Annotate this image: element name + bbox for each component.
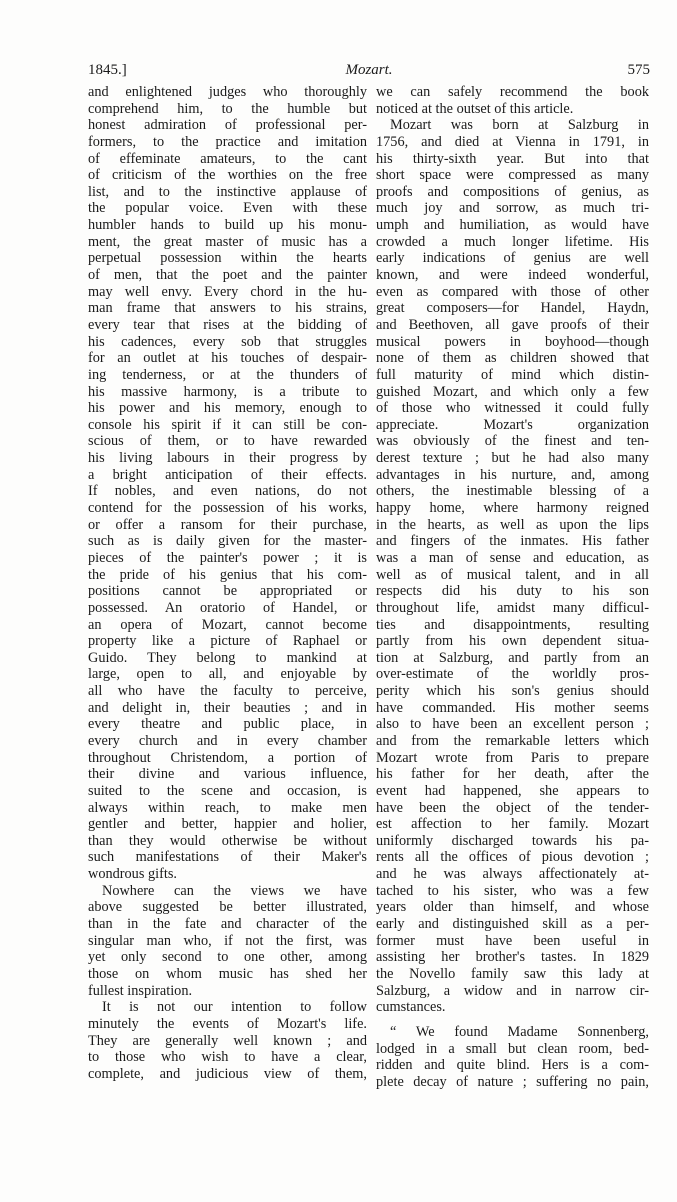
text-line: above suggested be better illustrated, bbox=[88, 899, 367, 916]
text-line: years older than himself, and whose bbox=[376, 899, 649, 916]
text-line: his power and his memory, enough to bbox=[88, 400, 367, 417]
page-number: 575 bbox=[627, 62, 650, 78]
text-line: his thirty-sixth year. But into that bbox=[376, 150, 649, 167]
text-line: the Novello family saw this lady at bbox=[376, 965, 649, 982]
text-line: every church and in every chamber bbox=[88, 732, 367, 749]
text-line: have commanded. His mother seems bbox=[376, 699, 649, 716]
text-line: console his spirit if it can still be con- bbox=[88, 416, 367, 433]
text-line: suited to the scene and occasion, is bbox=[88, 782, 367, 799]
text-line: none of them as children showed that bbox=[376, 350, 649, 367]
text-line: their divine and various influence, bbox=[88, 766, 367, 783]
text-line: advantages in his nurture, and, among bbox=[376, 466, 649, 483]
text-line: his father for her death, after the bbox=[376, 766, 649, 783]
text-line: early indications of genius are well bbox=[376, 250, 649, 267]
text-line: was a man of sense and education, as bbox=[376, 549, 649, 566]
right-text-column bbox=[376, 84, 649, 1090]
text-line: assisting her brother's tastes. In 1829 bbox=[376, 949, 649, 966]
text-line: scious of them, or to have rewarded bbox=[88, 433, 367, 450]
text-line: in the hearts, as well as upon the lips bbox=[376, 516, 649, 533]
text-line: former must have been useful in bbox=[376, 932, 649, 949]
text-line: large, open to all, and enjoyable by bbox=[88, 666, 367, 683]
text-line: great composers—for Handel, Haydn, bbox=[376, 300, 649, 317]
text-line: may well envy. Every chord in the hu- bbox=[88, 283, 367, 300]
text-line: uniformly discharged towards his pa- bbox=[376, 832, 649, 849]
text-line: tion at Salzburg, and partly from an bbox=[376, 649, 649, 666]
text-line: such manifestations of their Maker's bbox=[88, 849, 367, 866]
left-text-column bbox=[88, 84, 367, 1082]
text-line: we can safely recommend the book bbox=[376, 84, 649, 100]
text-line: much joy and sorrow, as much tri- bbox=[376, 200, 649, 217]
text-line: happy home, where harmony reigned bbox=[376, 500, 649, 517]
running-head-year: 1845.] bbox=[88, 62, 127, 78]
text-line: property like a picture of Raphael or bbox=[88, 633, 367, 650]
text-line: Mozart was born at Salzburg in bbox=[390, 117, 649, 134]
text-line: every tear that rises at the bidding of bbox=[88, 316, 367, 333]
text-line: positions cannot be appropriated or bbox=[88, 583, 367, 600]
text-line: ties and disappointments, resulting bbox=[376, 616, 649, 633]
text-line: throughout Christendom, a portion of bbox=[88, 749, 367, 766]
text-line: of those who witnessed it could fully bbox=[376, 400, 649, 417]
text-line: Guido. They belong to mankind at bbox=[88, 649, 367, 666]
text-line: and Beethoven, all gave proofs of their bbox=[376, 316, 649, 333]
text-line: fullest inspiration. bbox=[88, 982, 193, 999]
text-line: all who have the faculty to perceive, bbox=[88, 683, 367, 700]
text-line: over-estimate of the worldly pros- bbox=[376, 666, 649, 683]
text-line: for an outlet at his touches of despair- bbox=[88, 350, 367, 367]
running-head bbox=[88, 62, 650, 82]
text-line: every theatre and public place, in bbox=[88, 716, 367, 733]
text-line: also to have been an excellent person ; bbox=[376, 716, 649, 733]
text-line: known, and were indeed wonderful, bbox=[376, 267, 649, 284]
text-line: est affection to her family. Mozart bbox=[376, 816, 649, 833]
text-line: and fingers of the inmates. His father bbox=[376, 533, 649, 550]
text-line: ridden and quite blind. Hers is a com- bbox=[376, 1057, 649, 1074]
text-line: It is not our intention to follow bbox=[102, 999, 367, 1016]
text-line: Salzburg, a widow and in narrow cir- bbox=[376, 982, 649, 999]
text-line: was obviously of the finest and ten- bbox=[376, 433, 649, 450]
text-line: derest texture ; but he had also many bbox=[376, 450, 649, 467]
text-line: have been the object of the tender- bbox=[376, 799, 649, 816]
text-line: If nobles, and even nations, do not bbox=[88, 483, 367, 500]
text-line: his cadences, every sob that struggles bbox=[88, 333, 367, 350]
text-line: short space were compressed as many bbox=[376, 167, 649, 184]
text-line: early and distinguished skill as a per- bbox=[376, 916, 649, 933]
text-line: partly from his own dependent situa- bbox=[376, 633, 649, 650]
text-line: and from the remarkable letters which bbox=[376, 732, 649, 749]
running-head-title: Mozart. bbox=[345, 62, 393, 78]
text-line: guished Mozart, and which only a few bbox=[376, 383, 649, 400]
text-line: and delight in, their beauties ; and in bbox=[88, 699, 367, 716]
text-line: to those who wish to have a clear, bbox=[88, 1049, 367, 1066]
text-line: lodged in a small but clean room, bed- bbox=[376, 1040, 649, 1057]
text-line: the pride of his genius that his com- bbox=[88, 566, 367, 583]
text-line: humbler hands to build up his monu- bbox=[88, 217, 367, 234]
text-line: formers, to the practice and imitation bbox=[88, 133, 367, 150]
text-line: and enlightened judges who thoroughly bbox=[88, 84, 367, 100]
text-line: list, and to the instinctive applause of bbox=[88, 183, 367, 200]
text-line: cumstances. bbox=[376, 999, 446, 1016]
text-line: musical powers in boyhood—though bbox=[376, 333, 649, 350]
text-line: complete, and judicious view of them, bbox=[88, 1065, 367, 1082]
text-line: such as is daily given for the master- bbox=[88, 533, 367, 550]
text-line: well as of musical talent, and in all bbox=[376, 566, 649, 583]
text-line: full maturity of mind which distin- bbox=[376, 366, 649, 383]
text-line: than they would otherwise be without bbox=[88, 832, 367, 849]
text-line: “ We found Madame Sonnenberg, bbox=[390, 1023, 649, 1040]
text-line: gentler and better, happier and holier, bbox=[88, 816, 367, 833]
text-line: respects did his duty to his son bbox=[376, 583, 649, 600]
text-line: proofs and compositions of genius, as bbox=[376, 183, 649, 200]
text-line: ing tenderness, or at the thunders of bbox=[88, 366, 367, 383]
text-line: wondrous gifts. bbox=[88, 866, 177, 883]
text-line: those on whom music has shed her bbox=[88, 965, 367, 982]
text-line: honest admiration of professional per- bbox=[88, 117, 367, 134]
text-line: possessed. An oratorio of Handel, or bbox=[88, 599, 367, 616]
text-line: Mozart wrote from Paris to prepare bbox=[376, 749, 649, 766]
text-line: pieces of the painter's power ; it is bbox=[88, 549, 367, 566]
text-line: appreciate. Mozart's organization bbox=[376, 416, 649, 433]
text-line: event had happened, she appears to bbox=[376, 782, 649, 799]
text-line: crowded a much longer lifetime. His bbox=[376, 233, 649, 250]
text-line: of effeminate amateurs, to the cant bbox=[88, 150, 367, 167]
text-line: contend for the possession of his works, bbox=[88, 500, 367, 517]
text-line: 1756, and died at Vienna in 1791, in bbox=[376, 133, 649, 150]
text-line: the popular voice. Even with these bbox=[88, 200, 367, 217]
paragraph-gap bbox=[376, 1016, 649, 1024]
text-line: man frame that answers to his strains, bbox=[88, 300, 367, 317]
text-line: umph and humiliation, as would have bbox=[376, 217, 649, 234]
text-line: or offer a ransom for their purchase, bbox=[88, 516, 367, 533]
text-line: his living labours in their progress by bbox=[88, 450, 367, 467]
text-line: of men, that the poet and the painter bbox=[88, 267, 367, 284]
text-line: others, the inestimable blessing of a bbox=[376, 483, 649, 500]
text-line: perpetual possession within the hearts bbox=[88, 250, 367, 267]
text-line: yet only second to one other, among bbox=[88, 949, 367, 966]
text-line: tached to his sister, who was a few bbox=[376, 882, 649, 899]
text-line: comprehend him, to the humble but bbox=[88, 100, 367, 117]
text-line: They are generally well known ; and bbox=[88, 1032, 367, 1049]
text-line: perity which his son's genius should bbox=[376, 683, 649, 700]
text-line: and he was always affectionately at- bbox=[376, 866, 649, 883]
text-line: rents all the offices of pious devotion ; bbox=[376, 849, 649, 866]
text-line: ment, the great master of music has a bbox=[88, 233, 367, 250]
text-line: minutely the events of Mozart's life. bbox=[88, 1015, 367, 1032]
text-line: an opera of Mozart, cannot become bbox=[88, 616, 367, 633]
text-line: a bright anticipation of their effects. bbox=[88, 466, 367, 483]
text-line: always within reach, to make men bbox=[88, 799, 367, 816]
text-line: noticed at the outset of this article. bbox=[376, 100, 574, 117]
text-line: his massive harmony, is a tribute to bbox=[88, 383, 367, 400]
text-line: even as compared with those of other bbox=[376, 283, 649, 300]
text-line: plete decay of nature ; suffering no pain, bbox=[376, 1073, 649, 1090]
text-line: Nowhere can the views we have bbox=[102, 882, 367, 899]
text-line: singular man who, if not the first, was bbox=[88, 932, 367, 949]
text-line: throughout life, amidst many difficul- bbox=[376, 599, 649, 616]
text-line: than in the fate and character of the bbox=[88, 916, 367, 933]
text-line: of criticism of the worthies on the free bbox=[88, 167, 367, 184]
